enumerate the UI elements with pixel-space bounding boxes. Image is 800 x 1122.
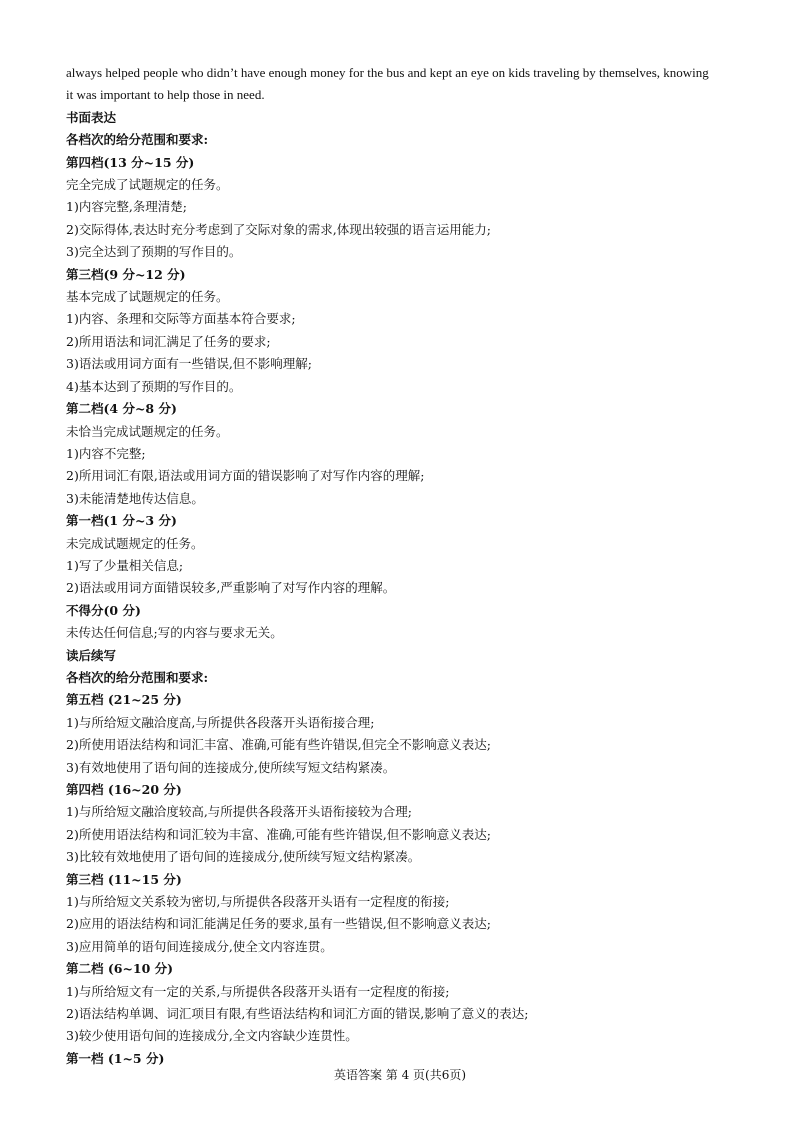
score-level: [66, 264, 746, 398]
level-item: 3)比较有效地使用了语句间的连接成分,使所续写短文结构紧凑。: [66, 849, 421, 865]
level-item: 3)语法或用词方面有一些错误,但不影响理解;: [66, 356, 313, 372]
level-item: 1)内容、条理和交际等方面基本符合要求;: [66, 311, 296, 327]
level-heading: 第五档 (21~25 分): [66, 692, 182, 708]
level-item: 1)与所给短文融洽度高,与所提供各段落开头语衔接合理;: [66, 714, 375, 730]
level-item: 未恰当完成试题规定的任务。: [66, 423, 229, 439]
level-item: 2)所用词汇有限,语法或用词方面的错误影响了对写作内容的理解;: [66, 468, 425, 484]
score-level: [66, 510, 746, 600]
level-item: 4)基本达到了预期的写作目的。: [66, 378, 242, 394]
level-item: 2)交际得体,表达时充分考虑到了交际对象的需求,体现出较强的语言运用能力;: [66, 221, 491, 237]
level-item: 2)所使用语法结构和词汇较为丰富、准确,可能有些许错误,但不影响意义表达;: [66, 826, 491, 842]
level-item: 1)与所给短文有一定的关系,与所提供各段落开头语有一定程度的衔接;: [66, 983, 450, 999]
intro-paragraph: [66, 62, 746, 107]
level-heading: 不得分(0 分): [66, 602, 141, 618]
level-heading: 第三档 (11~15 分): [66, 871, 182, 887]
level-item: 3)应用简单的语句间连接成分,使全文内容连贯。: [66, 938, 333, 954]
score-level: [66, 958, 746, 1048]
score-level: [66, 779, 746, 869]
level-item: 完全完成了试题规定的任务。: [66, 177, 229, 193]
level-heading: 第二档(4 分~8 分): [66, 401, 177, 417]
page-footer: 英语答案 第 4 页(共6页): [333, 1068, 467, 1082]
level-item: 2)所用语法和词汇满足了任务的要求;: [66, 333, 271, 349]
level-item: 3)有效地使用了语句间的连接成分,使所续写短文结构紧凑。: [66, 759, 396, 775]
level-item: 未传达任何信息;写的内容与要求无关。: [66, 625, 283, 641]
score-level: [66, 398, 746, 510]
level-heading: 第四档(13 分~15 分): [66, 154, 195, 170]
level-item: 2)语法或用词方面错误较多,严重影响了对写作内容的理解。: [66, 580, 396, 596]
section-title: 书面表达: [66, 109, 117, 125]
intro-line: always helped people who didn’t have enough money for the bus and kept an eye on kids traveling by themselves, knowing: [66, 65, 709, 80]
level-heading: 第四档 (16~20 分): [66, 782, 182, 797]
level-item: 3)较少使用语句间的连接成分,全文内容缺少连贯性。: [66, 1028, 358, 1044]
section-writing: [66, 107, 746, 645]
section-continuation-writing: [66, 645, 746, 1071]
level-item: 1)内容完整,条理清楚;: [66, 199, 188, 215]
page-content: [66, 62, 746, 1070]
section-title: 读后续写: [66, 647, 117, 663]
level-heading: 第二档 (6~10 分): [66, 961, 174, 977]
section-subtitle: 各档次的给分范围和要求:: [66, 132, 209, 148]
level-item: 3)未能清楚地传达信息。: [66, 490, 204, 506]
level-item: 1)写了少量相关信息;: [66, 557, 184, 573]
level-heading: 第一档 (1~5 分): [66, 1050, 165, 1066]
section-subtitle: 各档次的给分范围和要求:: [66, 669, 209, 685]
level-heading: 第三档(9 分~12 分): [66, 266, 186, 282]
level-item: 1)与所给短文关系较为密切,与所提供各段落开头语有一定程度的衔接;: [66, 894, 450, 910]
level-item: 未完成试题规定的任务。: [66, 535, 204, 551]
level-item: 2)语法结构单调、词汇项目有限,有些语法结构和词汇方面的错误,影响了意义的表达;: [66, 1006, 529, 1022]
score-level: [66, 600, 746, 645]
level-item: 基本完成了试题规定的任务。: [66, 289, 229, 305]
level-item: 3)完全达到了预期的写作目的。: [66, 244, 242, 260]
level-item: 2)应用的语法结构和词汇能满足任务的要求,虽有一些错误,但不影响意义表达;: [66, 916, 491, 932]
score-level: [66, 869, 746, 959]
intro-line: it was important to help those in need.: [66, 87, 265, 103]
level-heading: 第一档(1 分~3 分): [66, 513, 177, 529]
level-item: 1)内容不完整;: [66, 445, 146, 461]
level-item: 1)与所给短文融洽度较高,与所提供各段落开头语衔接较为合理;: [66, 804, 413, 820]
score-level: [66, 152, 746, 264]
score-level: [66, 689, 746, 779]
level-item: 2)所使用语法结构和词汇丰富、准确,可能有些许错误,但完全不影响意义表达;: [66, 737, 491, 753]
